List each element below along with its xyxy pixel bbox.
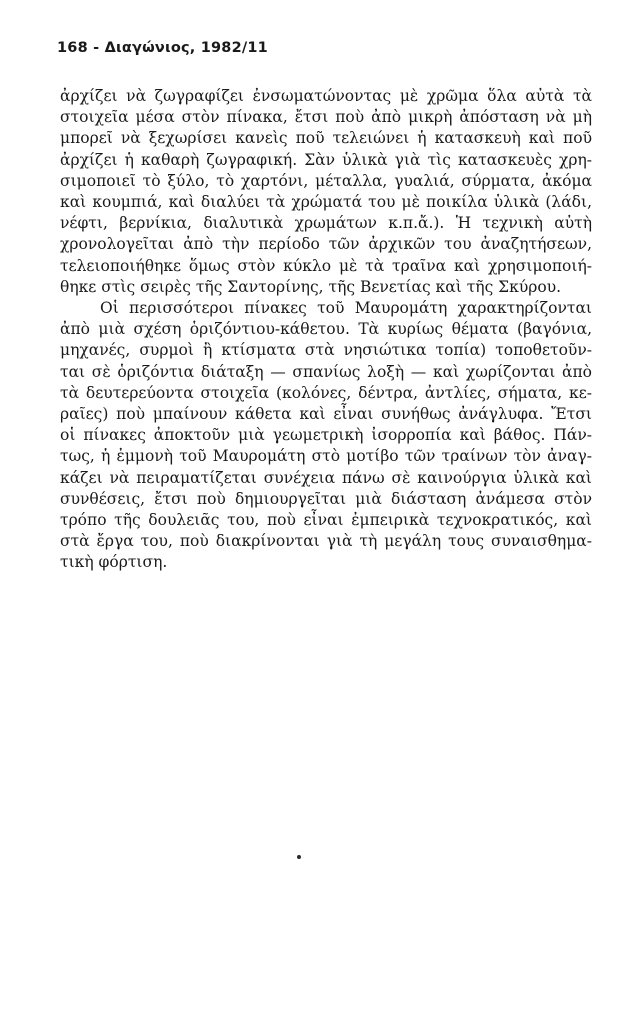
text-line: στὰ ἔργα του, ποὺ διακρίνονται γιὰ τὴ μεγάλη τους συναισθημα- xyxy=(60,532,592,551)
text-line: οἱ πίνακες ἀποκτοῦν μιὰ γεωμετρικὴ ἰσορροπία καὶ βάθος. Πάν- xyxy=(60,426,592,445)
text-line: ἀρχίζει νὰ ζωγραφίζει ἐνσωματώνοντας μὲ χρῶμα ὅλα αὐτὰ τὰ xyxy=(60,87,592,105)
text-line: τικὴ φόρτιση. xyxy=(60,553,168,572)
text-line: θηκε στὶς σειρὲς τῆς Σαντορίνης, τῆς Βενετίας καὶ τῆς Σκύρου. xyxy=(60,277,562,296)
text-line: χρονολογεῖται ἀπὸ τὴν περίοδο τῶν ἀρχικῶν του ἀναζητήσεων, xyxy=(60,235,592,254)
text-line: ἀρχίζει ἡ καθαρὴ ζωγραφική. Σὰν ὑλικὰ γιὰ τὶς κατασκευὲς χρη- xyxy=(60,150,592,169)
body-text xyxy=(60,86,592,574)
text-line: τρόπο τῆς δουλειᾶς του, ποὺ εἶναι ἐμπειρικὰ τεχνοκρατικός, καὶ xyxy=(60,511,592,530)
paragraph-2 xyxy=(60,298,592,574)
text-line: νέφτι, βερνίκια, διαλυτικὰ χρωμάτων κ.π.ἄ.). Ἡ τεχνικὴ αὐτὴ xyxy=(60,214,592,233)
text-line: τὰ δευτερεύοντα στοιχεῖα (κολόνες, δέντρα, ἀντλίες, σήματα, κε- xyxy=(60,383,592,402)
text-line: Οἱ περισσότεροι πίνακες τοῦ Μαυρομάτη χαρακτηρίζονται xyxy=(100,299,592,318)
text-line: στοιχεῖα μέσα στὸν πίνακα, ἔτσι ποὺ ἀπὸ μικρὴ ἀπόσταση νὰ μὴ xyxy=(60,108,592,127)
text-line: ται σὲ ὁριζόντια διάταξη — σπανίως λοξὴ — καὶ χωρίζονται ἀπὸ xyxy=(60,362,592,381)
text-line: μπορεῖ νὰ ξεχωρίσει κανεὶς ποῦ τελειώνει ἡ κατασκευὴ καὶ ποῦ xyxy=(60,129,592,148)
running-head: 168 - Διαγώνιος, 1982/11 xyxy=(57,40,268,56)
text-line: καὶ κουμπιά, καὶ διαλύει τὰ χρώματά του μὲ ποικίλα ὑλικὰ (λάδι, xyxy=(60,193,592,212)
printing-speck xyxy=(297,855,301,859)
text-line: κάζει νὰ πειραματίζεται συνέχεια πάνω σὲ καινούργια ὑλικὰ καὶ xyxy=(60,468,592,487)
text-line: ἀπὸ μιὰ σχέση ὁριζόντιου-κάθετου. Τὰ κυρίως θέματα (βαγόνια, xyxy=(60,320,592,339)
text-line: τως, ἡ ἐμμονὴ τοῦ Μαυρομάτη στὸ μοτίβο τῶν τραίνων τὸν ἀναγ- xyxy=(60,447,592,466)
text-line: ραῖες) ποὺ μπαίνουν κάθετα καὶ εἶναι συνήθως ἀνάγλυφα. Ἔτσι xyxy=(60,405,592,424)
text-line: σιμοποιεῖ τὸ ξύλο, τὸ χαρτόνι, μέταλλα, γυαλιά, σύρματα, ἀκόμα xyxy=(60,171,592,190)
text-line: τελειοποιήθηκε ὅμως στὸν κύκλο μὲ τὰ τραῖνα καὶ χρησιμοποιή- xyxy=(60,256,592,275)
text-line: μηχανές, συρμοὶ ἢ κτίσματα στὰ νησιώτικα τοπία) τοποθετοῦν- xyxy=(60,341,592,360)
paragraph-1 xyxy=(60,86,592,298)
text-line: συνθέσεις, ἔτσι ποὺ δημιουργεῖται μιὰ διάσταση ἀνάμεσα στὸν xyxy=(60,489,592,508)
